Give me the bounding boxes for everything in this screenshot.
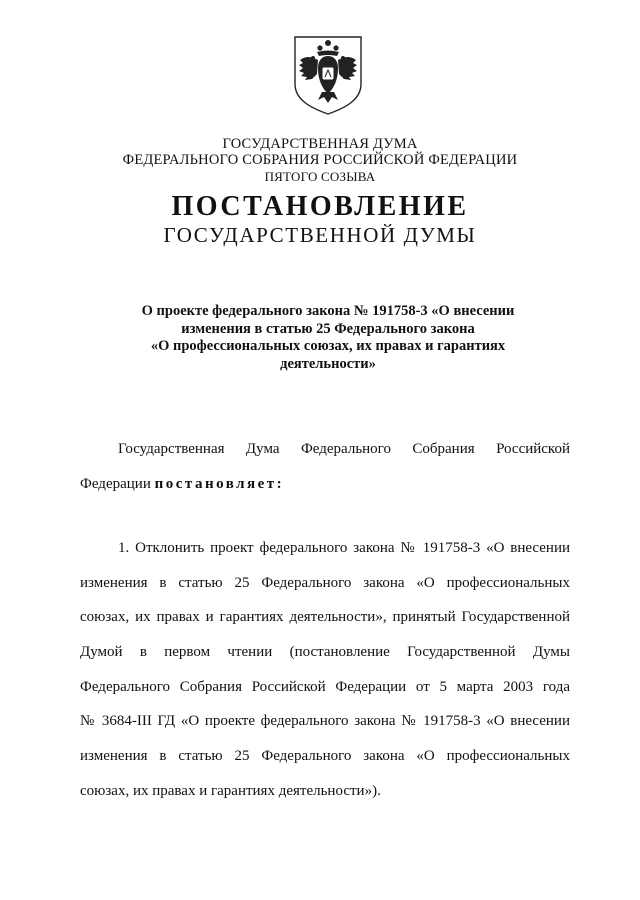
- document-organ-title: ГОСУДАРСТВЕННОЙ ДУМЫ: [163, 223, 477, 247]
- header-line-federal-assembly: ФЕДЕРАЛЬНОГО СОБРАНИЯ РОССИЙСКОЙ ФЕДЕРАЦИИ: [122, 152, 518, 168]
- subject-line-1: О проекте федерального закона № 191758-3 «О внесении: [141, 303, 515, 319]
- paragraph-1-line-1: 1. Отклонить проект федерального закона № 191758-3 «О внесении: [118, 540, 570, 556]
- paragraph-1-line-7: изменения в статью 25 Федерального закона «О профессиональных: [80, 748, 570, 764]
- state-emblem-icon: [291, 34, 365, 116]
- paragraph-1-line-4: Думой в первом чтении (постановление Государственной Думы: [80, 644, 570, 660]
- subject-line-2: изменения в статью 25 Федерального закона: [181, 321, 475, 337]
- subject-line-4: деятельности»: [280, 356, 376, 372]
- preamble-line-1: Государственная Дума Федерального Собрания Российской: [118, 441, 570, 457]
- document-type-title: ПОСТАНОВЛЕНИЕ: [171, 191, 469, 222]
- paragraph-1-line-5: Федерального Собрания Российской Федерации от 5 марта 2003 года: [80, 679, 570, 695]
- paragraph-1-line-6: № 3684-III ГД «О проекте федерального закона № 191758-3 «О внесении: [80, 713, 570, 729]
- paragraph-1-line-2: изменения в статью 25 Федерального закона «О профессиональных: [80, 575, 570, 591]
- subject-line-3: «О профессиональных союзах, их правах и гарантиях: [150, 338, 506, 354]
- decree-word: постановляет:: [154, 476, 285, 492]
- paragraph-1-line-8: союзах, их правах и гарантиях деятельности»).: [80, 783, 381, 799]
- preamble-line-2: [80, 474, 570, 494]
- paragraph-1-line-3: союзах, их правах и гарантиях деятельности», принятый Государственной: [80, 609, 570, 625]
- preamble-line-2-text: Федерации: [80, 476, 155, 492]
- header-line-duma: ГОСУДАРСТВЕННАЯ ДУМА: [222, 136, 418, 152]
- header-line-convocation: ПЯТОГО СОЗЫВА: [264, 169, 376, 184]
